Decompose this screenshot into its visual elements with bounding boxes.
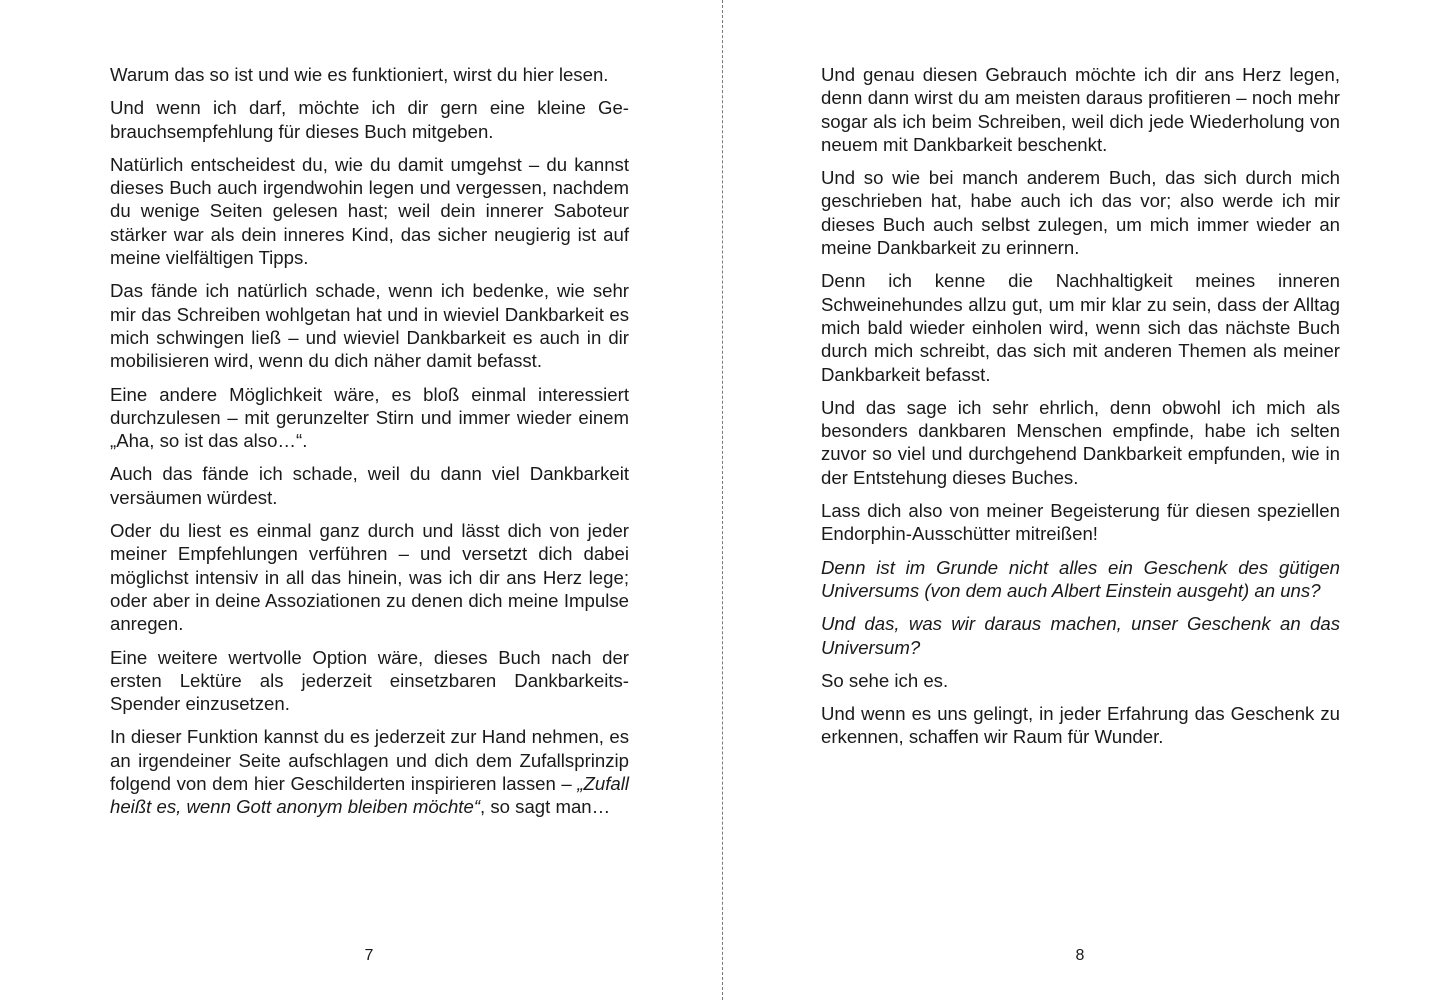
italic-paragraph: Denn ist im Grunde nicht alles ein Geschenk des gütigen Universums (von dem auch Albert Einstein ausgeht) an uns? [821,556,1340,601]
paragraph: Eine andere Möglichkeit wäre, es bloß einmal interessiert durchzulesen – mit gerunzelter Stirn und immer wieder einem „Aha, so ist das also…“. [110,383,629,452]
paragraph-with-quote [110,725,629,818]
paragraph: Und das sage ich sehr ehrlich, denn obwohl ich mich als besonders dankbaren Menschen empfinde, habe ich selten zuvor so viel und durchgehend Dankbarkeit empfunden, wie in der Entstehung dieses Buches. [821,396,1340,488]
italic-paragraph: Und das, was wir daraus machen, unser Geschenk an das Universum? [821,613,1340,658]
page-number: 8 [1075,947,1085,964]
paragraph: Und so wie bei manch anderem Buch, das sich durch mich geschrieben hat, habe auch ich das vor; also werde ich mir dieses Buch auch selbst zulegen, um mich immer wieder an meine Dankbarkeit zu erinnern. [821,167,1340,259]
paragraph: Denn ich kenne die Nachhaltigkeit meines inneren Schweinehundes allzu gut, um mir klar zu sein, dass der Alltag mich bald wieder einholen wird, wenn sich das nächste Buch durch mich schreibt, das sich mit anderen Themen als meiner Dankbarkeit befasst. [821,270,1340,385]
paragraph: Eine weitere wertvolle Option wäre, dieses Buch nach der ersten Lektüre als jederzeit einsetzbaren Dankbarkeits-Spender einzusetzen. [110,646,629,715]
paragraph: Und wenn es uns gelingt, in jeder Erfahrung das Geschenk zu erkennen, schaffen wir Raum für Wunder. [821,703,1340,748]
paragraph: Das fände ich natürlich schade, wenn ich bedenke, wie sehr mir das Schreiben wohlgetan hat und in wieviel Dankbarkeit es mich schwingen ließ – und wieviel Dankbarkeit es auch in dir mobilisieren wird, wenn du dich näher damit befasst. [110,280,629,372]
paragraph-lead: In dieser Funktion kannst du es jederzeit zur Hand nehmen, es an irgendeiner Seite aufschlagen und dich dem Zufallsprinzip folgend von dem hier Geschilderten inspirieren lassen – [110,726,629,795]
quote: „Zufall heißt es, wenn Gott anonym bleiben möchte“ [110,773,629,818]
page-number: 7 [364,947,374,964]
right-page [724,0,1444,1000]
right-page-text [821,63,1340,759]
paragraph: Und wenn ich darf, möchte ich dir gern eine kleine Gebrauchsempfehlung für dieses Buch mitgeben. [110,97,629,142]
paragraph: Auch das fände ich schade, weil du dann viel Dankbarkeit versäumen würdest. [110,463,629,508]
left-page-text [110,63,629,829]
paragraph-tail: , so sagt man… [480,796,611,818]
paragraph: So sehe ich es. [821,669,949,691]
paragraph: Lass dich also von meiner Begeisterung für diesen speziellen Endorphin-Ausschütter mitreißen! [821,500,1340,545]
paragraph: Oder du liest es einmal ganz durch und lässt dich von jeder meiner Empfehlungen verführen – und versetzt dich dabei möglichst intensiv in all das hinein, was ich dir ans Herz lege; oder aber in deine Assoziationen zu denen dich meine Impulse anregen. [110,520,629,635]
paragraph: Natürlich entscheidest du, wie du damit umgehst – du kannst dieses Buch auch irgendwohin legen und vergessen, nachdem du wenige Seiten gelesen hast; weil dein innerer Saboteur stärker war als dein inneres Kind, das sicher neugierig ist auf meine vielfältigen Tipps. [110,153,629,269]
page-divider [722,0,723,1000]
paragraph: Warum das so ist und wie es funktioniert, wirst du hier lesen. [110,64,609,85]
paragraph: Und genau diesen Gebrauch möchte ich dir ans Herz legen, denn dann wirst du am meisten daraus profitieren – noch mehr sogar als ich beim Schreiben, weil dich jede Wiederholung von neuem mit Dankbarkeit beschenkt. [821,64,1340,155]
